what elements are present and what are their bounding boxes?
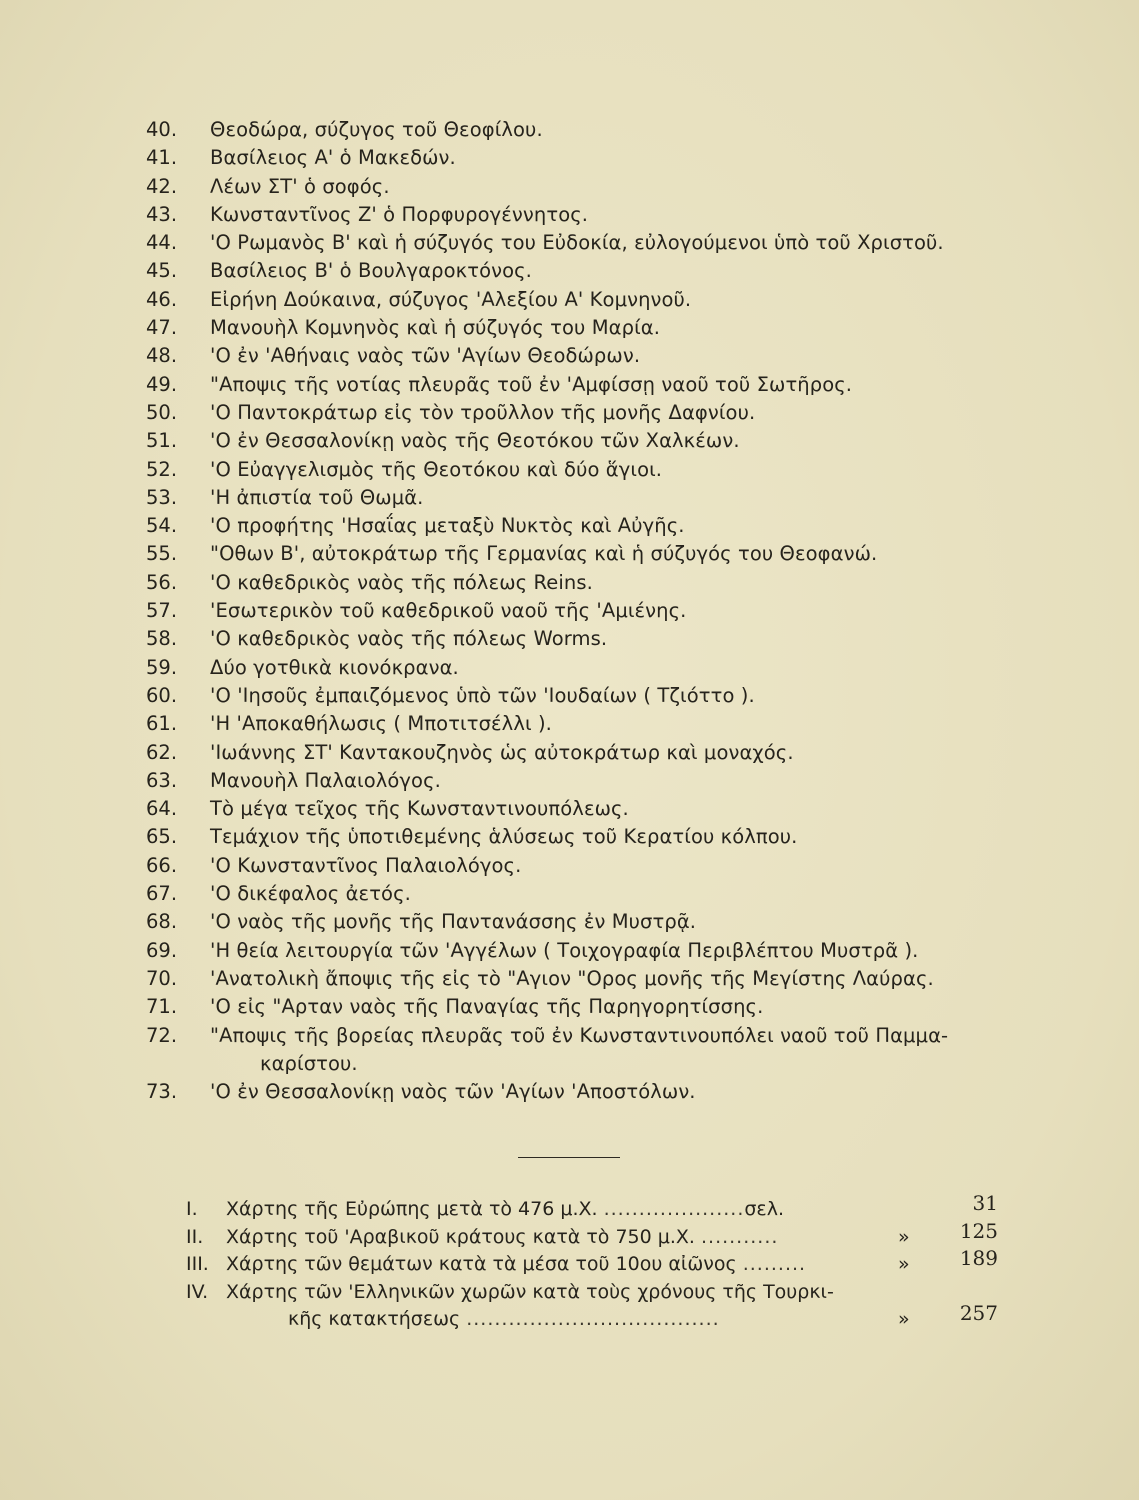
item-number: 65. bbox=[146, 825, 178, 849]
item-text: Κωνσταντῖνος Ζ' ὁ Πορφυρογέννητος. bbox=[210, 202, 589, 226]
item-text: "Οθων Β', αὐτοκράτωρ τῆς Γερμανίας καὶ ἡ σύζυγός του Θεοφανώ. bbox=[210, 542, 878, 566]
maps-list bbox=[186, 1191, 1016, 1334]
list-item bbox=[146, 540, 1046, 568]
item-text: Δύο γοτθικὰ κιονόκρανα. bbox=[210, 655, 459, 679]
item-number: 68. bbox=[146, 910, 178, 934]
item-text: 'Ο προφήτης 'Ησαΐας μεταξὺ Νυκτὸς καὶ Αὐγῆς. bbox=[210, 514, 685, 538]
list-item bbox=[146, 569, 1046, 597]
ditto-mark: » bbox=[898, 1225, 910, 1248]
list-item bbox=[146, 399, 1046, 427]
leader-dots: .................... bbox=[603, 1198, 745, 1220]
item-number: 63. bbox=[146, 768, 178, 792]
item-number: 50. bbox=[146, 400, 178, 424]
item-text: 'Ο 'Ιησοῦς ἐμπαιζόμενος ὑπὸ τῶν 'Ιουδαίων ( Τζιόττο ). bbox=[210, 683, 755, 707]
item-number: 70. bbox=[146, 966, 178, 990]
map-page-number: 189 bbox=[959, 1246, 998, 1270]
item-text: Βασίλειος Β' ὁ Βουλγαροκτόνος. bbox=[210, 259, 532, 283]
item-text: 'Ανατολικὴ ἄποψις τῆς εἰς τὸ "Αγιον "Ορος μονῆς τῆς Μεγίστης Λαύρας. bbox=[210, 966, 934, 990]
map-entry bbox=[186, 1246, 1016, 1279]
item-text: 'Ο ἐν 'Αθήναις ναὸς τῶν 'Αγίων Θεοδώρων. bbox=[210, 344, 641, 368]
list-item bbox=[146, 371, 1046, 399]
item-text: 'Ο ἐν Θεσσαλονίκῃ ναὸς τῆς Θεοτόκου τῶν Χαλκέων. bbox=[210, 429, 740, 453]
item-number: 64. bbox=[146, 797, 178, 821]
item-number: 40. bbox=[146, 118, 178, 141]
list-item bbox=[146, 427, 1046, 455]
item-text: 'Η θεία λειτουργία τῶν 'Αγγέλων ( Τοιχογραφία Περιβλέπτου Μυστρᾶ ). bbox=[210, 938, 919, 962]
item-text: Μανουὴλ Κομνηνὸς καὶ ἡ σύζυγός του Μαρία. bbox=[210, 316, 661, 340]
item-text: Θεοδώρα, σύζυγος τοῦ Θεοφίλου. bbox=[210, 118, 543, 141]
item-number: 51. bbox=[146, 429, 178, 453]
ditto-mark: » bbox=[898, 1253, 910, 1275]
list-item bbox=[146, 710, 1046, 738]
item-text: 'Ο ναὸς τῆς μονῆς τῆς Παντανάσσης ἐν Μυστρᾷ. bbox=[210, 910, 697, 934]
map-number: III. bbox=[186, 1253, 209, 1275]
map-entry bbox=[186, 1218, 1016, 1252]
item-number: 67. bbox=[146, 882, 178, 906]
item-text: Τὸ μέγα τεῖχος τῆς Κωνσταντινουπόλεως. bbox=[210, 797, 629, 821]
map-entry-continuation bbox=[186, 1301, 1016, 1334]
list-item bbox=[146, 144, 1046, 172]
item-text: 'Ο Εὐαγγελισμὸς τῆς Θεοτόκου καὶ δύο ἅγιοι. bbox=[210, 457, 663, 481]
map-title: Χάρτης τῶν 'Ελληνικῶν χωρῶν κατὰ τοὺς χρόνους τῆς Τουρκι- bbox=[226, 1280, 834, 1303]
list-item bbox=[146, 342, 1046, 370]
item-text: Εἰρήνη Δούκαινα, σύζυγος 'Αλεξίου Α' Κομνηνοῦ. bbox=[210, 287, 692, 311]
item-number: 45. bbox=[146, 259, 178, 283]
list-item bbox=[146, 1078, 1046, 1106]
list-item bbox=[146, 597, 1046, 625]
map-title-text: κῆς κατακτήσεως bbox=[288, 1308, 461, 1330]
item-number: 71. bbox=[146, 995, 178, 1019]
leader-dots: ........... bbox=[700, 1225, 779, 1248]
item-text: 'Ο Ρωμανὸς Β' καὶ ἡ σύζυγός του Εὐδοκία, εὐλογούμενοι ὑπὸ τοῦ Χριστοῦ. bbox=[210, 231, 944, 255]
item-number: 47. bbox=[146, 316, 178, 340]
map-title-continuation bbox=[288, 1306, 720, 1334]
list-item bbox=[146, 173, 1046, 201]
item-text: 'Ο δικέφαλος ἀετός. bbox=[210, 882, 411, 906]
list-item bbox=[146, 201, 1046, 229]
map-entry bbox=[186, 1191, 1016, 1224]
map-page-number: 257 bbox=[959, 1301, 998, 1325]
item-number: 59. bbox=[146, 655, 178, 679]
map-page-number: 31 bbox=[972, 1191, 998, 1215]
leader-dots: .................................... bbox=[466, 1308, 720, 1330]
item-number: 49. bbox=[146, 372, 178, 396]
item-text-continuation: καρίστου. bbox=[260, 1051, 358, 1075]
item-number: 56. bbox=[146, 570, 178, 594]
item-number: 60. bbox=[146, 683, 178, 707]
map-entry bbox=[186, 1279, 1016, 1307]
map-title bbox=[226, 1196, 784, 1224]
page-label: σελ. bbox=[744, 1198, 784, 1220]
list-item bbox=[146, 795, 1046, 823]
illustrations-list bbox=[146, 116, 1046, 1106]
item-number: 58. bbox=[146, 627, 178, 651]
list-item bbox=[146, 654, 1046, 682]
list-item bbox=[146, 993, 1046, 1021]
list-item bbox=[146, 682, 1046, 710]
list-item bbox=[146, 257, 1046, 285]
map-number: II. bbox=[186, 1225, 204, 1248]
item-text: Βασίλειος Α' ὁ Μακεδών. bbox=[210, 146, 456, 170]
list-item bbox=[146, 625, 1046, 653]
list-item bbox=[146, 484, 1046, 512]
item-text: "Αποψις τῆς νοτίας πλευρᾶς τοῦ ἐν 'Αμφίσσῃ ναοῦ τοῦ Σωτῆρος. bbox=[210, 372, 853, 396]
item-text: "Αποψις τῆς βορείας πλευρᾶς τοῦ ἐν Κωνσταντινουπόλει ναοῦ τοῦ Παμμα- bbox=[210, 1023, 949, 1047]
list-item bbox=[146, 512, 1046, 540]
item-number: 61. bbox=[146, 712, 178, 736]
list-item bbox=[146, 767, 1046, 795]
section-divider bbox=[518, 1157, 620, 1158]
item-number: 44. bbox=[146, 231, 178, 255]
item-text: Τεμάχιον τῆς ὑποτιθεμένης ἁλύσεως τοῦ Κερατίου κόλπου. bbox=[210, 825, 798, 849]
map-title-text: Χάρτης τῶν θεμάτων κατὰ τὰ μέσα τοῦ 10ου αἰῶνος bbox=[226, 1253, 737, 1275]
item-text: 'Ιωάννης ΣΤ' Καντακουζηνὸς ὡς αὐτοκράτωρ καὶ μοναχός. bbox=[210, 740, 794, 764]
item-text: 'Ο καθεδρικὸς ναὸς τῆς πόλεως Worms. bbox=[210, 627, 608, 651]
item-text: 'Ο καθεδρικὸς ναὸς τῆς πόλεως Reins. bbox=[210, 570, 593, 594]
item-number: 46. bbox=[146, 287, 178, 311]
item-number: 62. bbox=[146, 740, 178, 764]
item-text: 'Ο εἰς "Αρταν ναὸς τῆς Παναγίας τῆς Παρηγορητίσσης. bbox=[210, 995, 764, 1019]
list-item-continuation bbox=[146, 1050, 1046, 1078]
map-number: IV. bbox=[186, 1280, 209, 1303]
list-item bbox=[146, 229, 1046, 257]
item-number: 54. bbox=[146, 514, 178, 538]
item-text: 'Ο ἐν Θεσσαλονίκῃ ναὸς τῶν 'Αγίων 'Αποστόλων. bbox=[210, 1080, 696, 1104]
map-title bbox=[226, 1251, 806, 1279]
item-text: 'Εσωτερικὸν τοῦ καθεδρικοῦ ναοῦ τῆς 'Αμιένης. bbox=[210, 599, 687, 623]
list-item bbox=[146, 937, 1046, 965]
ditto-mark: » bbox=[898, 1308, 910, 1330]
item-text: Λέων ΣΤ' ὁ σοφός. bbox=[210, 174, 390, 198]
item-number: 72. bbox=[146, 1023, 178, 1047]
item-number: 48. bbox=[146, 344, 178, 368]
item-number: 52. bbox=[146, 457, 178, 481]
item-number: 66. bbox=[146, 853, 178, 877]
list-item bbox=[146, 908, 1046, 936]
list-item bbox=[146, 823, 1046, 851]
item-number: 55. bbox=[146, 542, 178, 566]
list-item bbox=[146, 1022, 1046, 1050]
list-item bbox=[146, 314, 1046, 342]
item-number: 53. bbox=[146, 485, 178, 509]
leader-dots: ......... bbox=[742, 1253, 807, 1275]
item-number: 42. bbox=[146, 174, 178, 198]
item-number: 57. bbox=[146, 599, 178, 623]
list-item bbox=[146, 965, 1046, 993]
item-text: 'Ο Παντοκράτωρ εἰς τὸν τροῦλλον τῆς μονῆς Δαφνίου. bbox=[210, 400, 756, 424]
item-text: 'Η 'Αποκαθήλωσις ( Μποτιτσέλλι ). bbox=[210, 712, 552, 736]
list-item bbox=[146, 739, 1046, 767]
item-number: 41. bbox=[146, 146, 178, 170]
item-number: 43. bbox=[146, 202, 178, 226]
item-text: Μανουὴλ Παλαιολόγος. bbox=[210, 768, 441, 792]
map-title-text: Χάρτης τῆς Εὐρώπης μετὰ τὸ 476 μ.Χ. bbox=[226, 1198, 598, 1220]
item-number: 69. bbox=[146, 938, 178, 962]
map-number: I. bbox=[186, 1198, 198, 1220]
list-item bbox=[146, 116, 1046, 144]
map-page-number: 125 bbox=[959, 1218, 998, 1243]
item-text: 'Η ἀπιστία τοῦ Θωμᾶ. bbox=[210, 485, 424, 509]
map-title bbox=[226, 1224, 778, 1252]
list-item bbox=[146, 880, 1046, 908]
list-item bbox=[146, 286, 1046, 314]
map-title-text: Χάρτης τοῦ 'Αραβικοῦ κράτους κατὰ τὸ 750 μ.Χ. bbox=[226, 1225, 695, 1248]
item-number: 73. bbox=[146, 1080, 178, 1104]
list-item bbox=[146, 456, 1046, 484]
item-text: 'Ο Κωνσταντῖνος Παλαιολόγος. bbox=[210, 853, 522, 877]
list-item bbox=[146, 852, 1046, 880]
